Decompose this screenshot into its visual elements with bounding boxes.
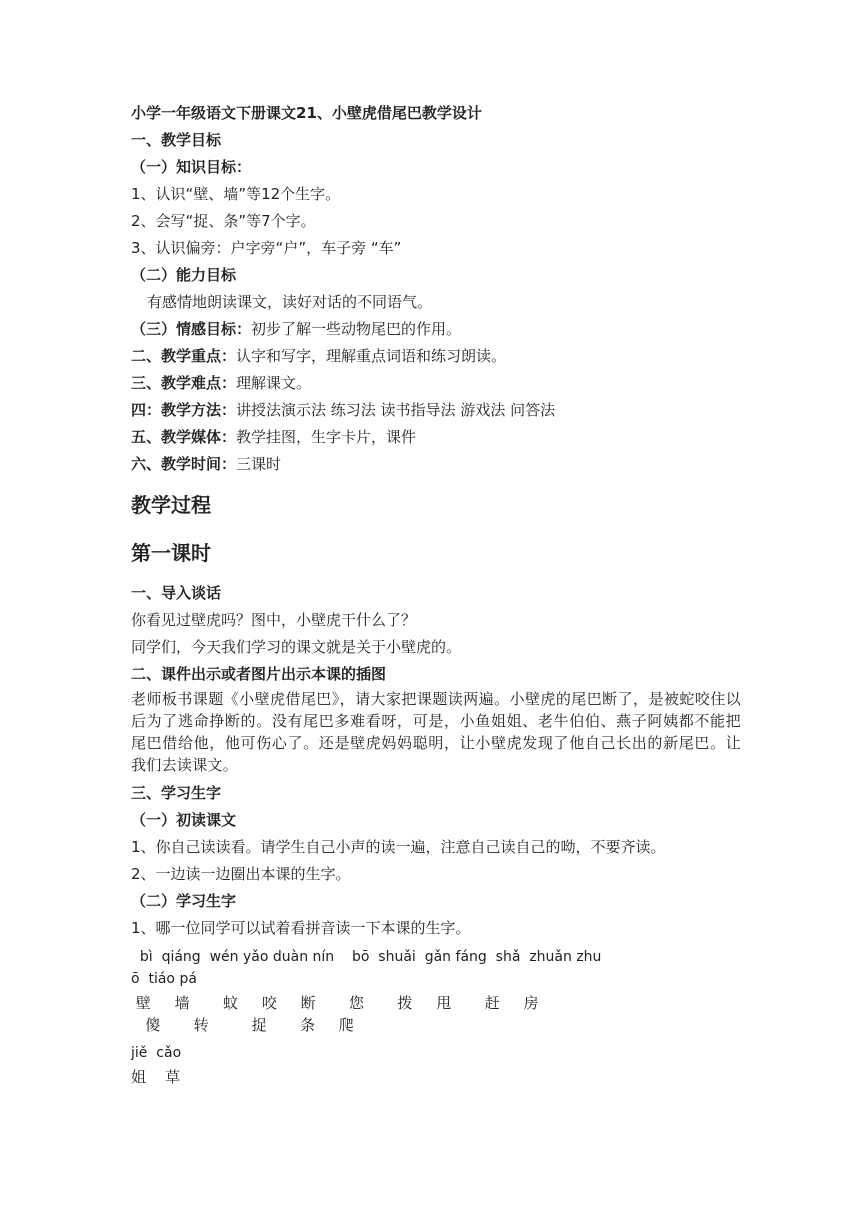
reading-line: 2、一边读一边圈出本课的生字。 bbox=[131, 865, 351, 883]
time-text: 三课时 bbox=[236, 455, 282, 473]
document-page bbox=[131, 100, 741, 1091]
difficulties-label: 三、教学难点： bbox=[131, 374, 237, 392]
characters-line: 姐 草 bbox=[131, 1068, 181, 1086]
key-points-label: 二、教学重点： bbox=[131, 347, 237, 365]
section-methods bbox=[131, 397, 741, 424]
difficulties-text: 理解课文。 bbox=[236, 374, 312, 392]
methods-text: 讲授法演示法 练习法 读书指导法 游戏法 问答法 bbox=[236, 401, 556, 419]
section-media bbox=[131, 424, 741, 451]
pinyin-line: jiě cǎo bbox=[131, 1045, 182, 1061]
intro-line: 同学们，今天我们学习的课文就是关于小壁虎的。 bbox=[131, 638, 462, 656]
pinyin-line: ō tiáo pá bbox=[131, 971, 197, 987]
characters-line: 壁 墙 蚊 咬 断 您 拨 甩 赶 房 bbox=[131, 994, 539, 1012]
ability-text: 有感情地朗读课文，读好对话的不同语气。 bbox=[147, 293, 433, 311]
characters-line: 傻 转 捉 条 爬 bbox=[131, 1016, 354, 1034]
pinyin-line: bì qiáng wén yǎo duàn nín bō shuǎi gǎn fáng shǎ zhuǎn zhu bbox=[131, 949, 602, 965]
intro-line: 你看见过壁虎吗？图中，小壁虎干什么了？ bbox=[131, 611, 417, 629]
heading-process: 教学过程 bbox=[131, 493, 211, 517]
illustration-paragraph: 老师板书课题《小壁虎借尾巴》，请大家把课题读两遍。小壁虎的尾巴断了，是被蛇咬住以后为了逃命挣断的。没有尾巴多难看呀，可是，小鱼姐姐、老牛伯伯、燕子阿姨都不能把尾巴借给他，他可伤心了。还是壁虎妈妈聪明，让小壁虎发现了他自己长出的新尾巴。让我们去读课文。 bbox=[131, 690, 741, 774]
media-label: 五、教学媒体： bbox=[131, 428, 237, 446]
reading-line: 1、你自己读读看。请学生自己小声的读一遍，注意自己读自己的呦，不要齐读。 bbox=[131, 838, 666, 856]
list-item: 3、认识偏旁：户字旁“户”，车子旁 “车” bbox=[131, 239, 402, 257]
methods-label: 四：教学方法： bbox=[131, 401, 237, 419]
section-intro: 一、导入谈话 bbox=[131, 584, 222, 602]
section-difficulties bbox=[131, 370, 741, 397]
subsection-ability: （二）能力目标 bbox=[131, 266, 237, 284]
section-time bbox=[131, 451, 741, 478]
subsection-first-reading: （一）初读课文 bbox=[131, 811, 237, 829]
section-illustration: 二、课件出示或者图片出示本课的插图 bbox=[131, 665, 387, 683]
key-points-text: 认字和写字，理解重点词语和练习朗读。 bbox=[236, 347, 507, 365]
list-item: 1、认识“壁、墙”等12个生字。 bbox=[131, 185, 341, 203]
subsection-learn-characters: （二）学习生字 bbox=[131, 892, 237, 910]
heading-lesson1: 第一课时 bbox=[131, 541, 211, 565]
learn-line: 1、哪一位同学可以试着看拼音读一下本课的生字。 bbox=[131, 919, 471, 937]
section-characters: 三、学习生字 bbox=[131, 784, 222, 802]
subsection-emotion bbox=[131, 316, 741, 343]
emotion-text: 初步了解一些动物尾巴的作用。 bbox=[251, 320, 462, 338]
subsection-knowledge: （一）知识目标： bbox=[131, 158, 252, 176]
emotion-label: （三）情感目标： bbox=[131, 320, 252, 338]
document-title: 小学一年级语文下册课文21、小壁虎借尾巴教学设计 bbox=[131, 104, 482, 122]
time-label: 六、教学时间： bbox=[131, 455, 237, 473]
section-key-points bbox=[131, 343, 741, 370]
section-objectives: 一、教学目标 bbox=[131, 131, 222, 149]
media-text: 教学挂图，生字卡片，课件 bbox=[236, 428, 417, 446]
list-item: 2、会写“捉、条”等7个字。 bbox=[131, 212, 316, 230]
